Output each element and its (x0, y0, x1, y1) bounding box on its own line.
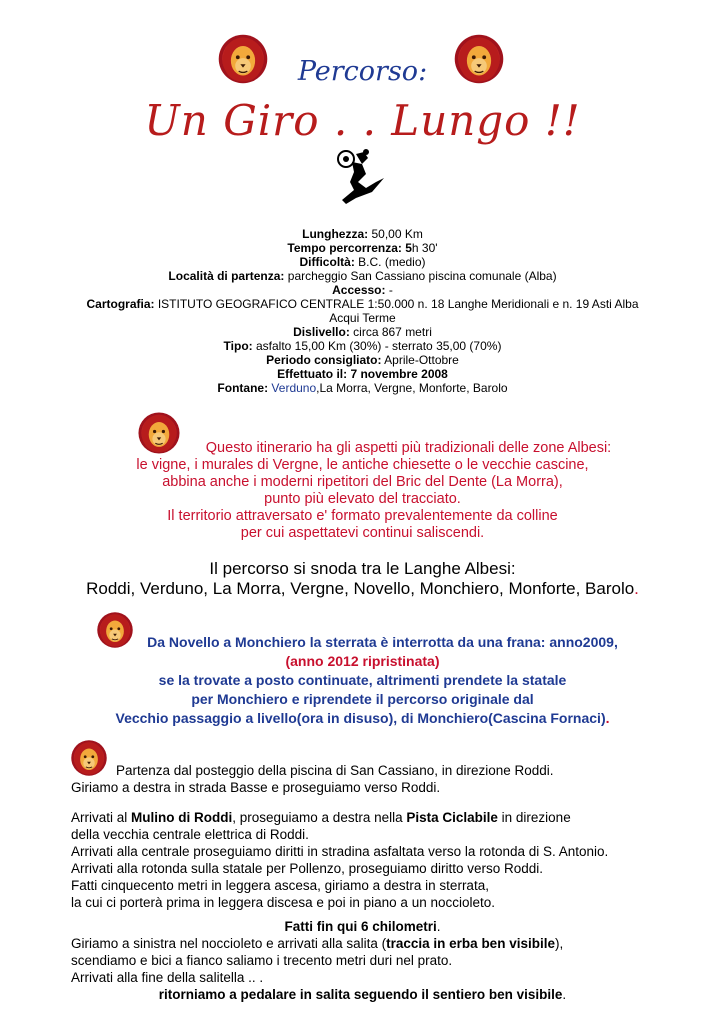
page-title: Un Giro . . Lungo !! (144, 96, 581, 145)
route-towns: Roddi, Verduno, La Morra, Vergne, Novello, Monchiero, Monforte, Barolo. (86, 579, 639, 598)
info-type: Tipo: asfalto 15,00 Km (30%) - sterrato 35,00 (70%) (223, 339, 502, 353)
verduno-link[interactable]: Verduno (268, 381, 317, 395)
info-maps-cont: Acqui Terme (329, 311, 396, 325)
intro-line: punto più elevato del tracciato. (264, 491, 461, 507)
desc-line: Arrivati alla centrale proseguiamo diritti in stradina asfaltata verso la rotonda di S. Antonio. (71, 844, 609, 859)
warning-line: Da Novello a Monchiero la sterrata è interrotta da una frana: anno2009, (147, 634, 618, 650)
desc-line: Fatti cinquecento metri in leggera ascesa, giriamo a destra in sterrata, (71, 878, 489, 893)
desc-line: Arrivati alla rotonda sulla statale per Pollenzo, proseguiamo diritto verso Roddi. (71, 861, 543, 876)
info-elevation: Dislivello: circa 867 metri (293, 325, 432, 339)
info-time: Tempo percorrenza: 5h 30' (287, 241, 438, 255)
intro-line: Il territorio attraversato e' formato prevalentemente da colline (167, 508, 558, 524)
info-start: Località di partenza: parcheggio San Cassiano piscina comunale (Alba) (168, 269, 557, 283)
desc-line: ritorniamo a pedalare in salita seguendo il sentiero ben visibile. (158, 987, 567, 1002)
route-line: Il percorso si snoda tra le Langhe Albesi: (209, 559, 516, 578)
desc-line: Arrivati al Mulino di Roddi, proseguiamo a destra nella Pista Ciclabile in direzione (71, 810, 571, 825)
info-maps: Cartografia: ISTITUTO GEOGRAFICO CENTRALE 1:50.000 n. 18 Langhe Meridionali e n. 19 Asti Alba (86, 297, 639, 311)
desc-line: Fatti fin qui 6 chilometri. (284, 919, 441, 934)
lion-icon (70, 739, 108, 777)
intro-line: le vigne, i murales di Vergne, le antiche chiesette o le vecchie cascine, (136, 457, 589, 473)
desc-line: Giriamo a sinistra nel noccioleto e arrivati alla salita (traccia in erba ben visibile), (71, 936, 564, 951)
intro-line: per cui aspettatevi continui saliscendi. (240, 525, 485, 541)
info-length: Lunghezza: 50,00 Km (302, 227, 423, 241)
info-date: Effettuato il: 7 novembre 2008 (277, 367, 448, 381)
desc-line: Arrivati alla fine della salitella .. . (71, 970, 264, 985)
info-fountains: Fontane: Verduno,La Morra, Vergne, Monforte, Barolo (217, 381, 508, 395)
intro-line: Questo itinerario ha gli aspetti più tradizionali delle zone Albesi: (205, 440, 612, 456)
info-period: Periodo consigliato: Aprile-Ottobre (266, 353, 459, 367)
subtitle: Percorso: (297, 56, 428, 87)
warning-line: (anno 2012 ripristinata) (285, 653, 440, 669)
cyclist-icon (332, 148, 388, 208)
warning-line: se la trovate a posto continuate, altrimenti prendete la statale (158, 672, 567, 688)
desc-line: della vecchia centrale elettrica di Roddi. (71, 827, 309, 842)
desc-line: Partenza dal posteggio della piscina di San Cassiano, in direzione Roddi. (116, 763, 554, 778)
info-difficulty: Difficoltà: B.C. (medio) (299, 255, 426, 269)
warning-line: per Monchiero e riprendete il percorso originale dal (191, 691, 534, 707)
intro-line: abbina anche i moderni ripetitori del Bric del Dente (La Morra), (162, 474, 563, 490)
warning-line: Vecchio passaggio a livello(ora in disuso), di Monchiero(Cascina Fornaci). (115, 710, 610, 726)
desc-line: la cui ci porterà prima in leggera discesa e poi in piano a un noccioleto. (71, 895, 495, 910)
info-access: Accesso: - (332, 283, 393, 297)
desc-line: Giriamo a destra in strada Basse e proseguiamo verso Roddi. (71, 780, 441, 795)
desc-line: scendiamo e bici a fianco saliamo i trecento metri duri nel prato. (71, 953, 453, 968)
